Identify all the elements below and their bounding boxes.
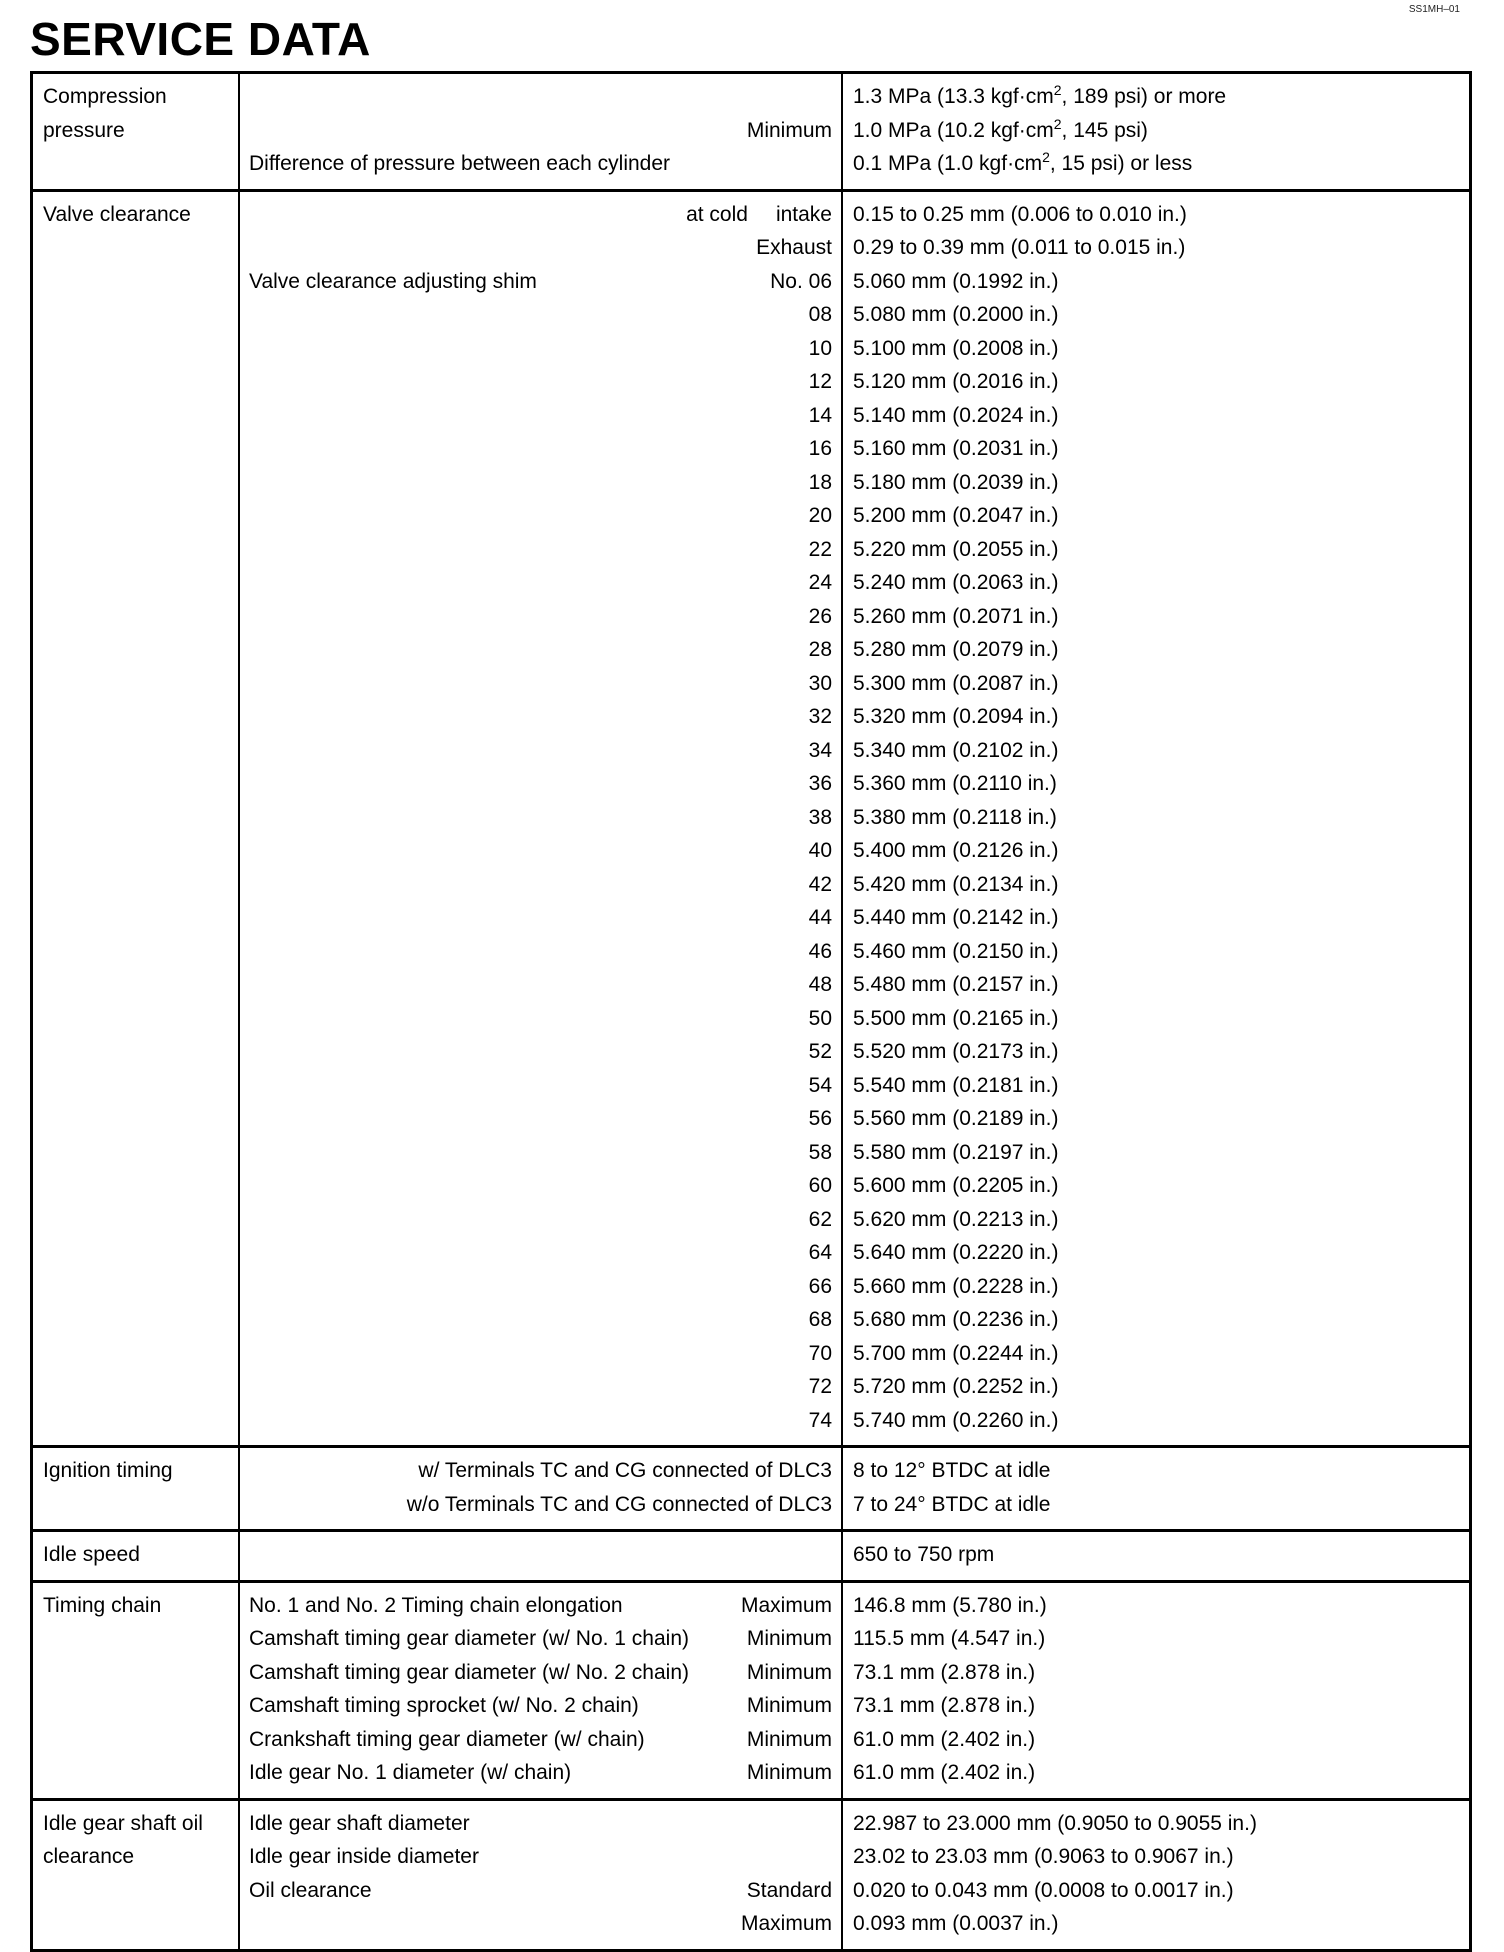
spec-value: 5.180 mm (0.2039 in.) bbox=[853, 470, 1059, 494]
condition-row bbox=[249, 1169, 832, 1203]
condition-right: 44 bbox=[808, 906, 832, 929]
section-label-line: Idle gear shaft oil bbox=[43, 1811, 203, 1835]
condition-right: 56 bbox=[808, 1107, 832, 1130]
spec-value: 5.600 mm (0.2205 in.) bbox=[853, 1174, 1059, 1197]
condition-column bbox=[240, 1532, 843, 1580]
spec-value: 73.1 mm (2.878 in.) bbox=[853, 1694, 1036, 1717]
condition-left: Valve clearance adjusting shim bbox=[249, 269, 537, 293]
condition-left: Camshaft timing gear diameter (w/ No. 2 chain) bbox=[249, 1660, 690, 1684]
condition-row bbox=[249, 734, 832, 768]
spec-value: 5.740 mm (0.2260 in.) bbox=[853, 1408, 1059, 1432]
section-ignition-timing bbox=[33, 1445, 1469, 1529]
condition-row bbox=[249, 968, 832, 1002]
spec-value: 5.200 mm (0.2047 in.) bbox=[853, 504, 1059, 527]
spec-value: 0.29 to 0.39 mm (0.011 to 0.015 in.) bbox=[853, 236, 1186, 259]
spec-value: 5.260 mm (0.2071 in.) bbox=[853, 604, 1059, 628]
condition-column bbox=[240, 1801, 843, 1949]
condition-column bbox=[240, 1583, 843, 1798]
condition-right: No. 06 bbox=[770, 269, 832, 293]
spec-value: 5.080 mm (0.2000 in.) bbox=[853, 303, 1059, 326]
section-label-line: Idle speed bbox=[43, 1543, 140, 1566]
condition-right: 28 bbox=[808, 638, 832, 661]
at-cold-label: at cold bbox=[686, 202, 748, 226]
condition-right: 68 bbox=[808, 1308, 832, 1331]
condition-right: 52 bbox=[808, 1040, 832, 1063]
spec-value: 5.300 mm (0.2087 in.) bbox=[853, 671, 1059, 695]
condition-row bbox=[249, 198, 832, 232]
condition-right: 50 bbox=[808, 1006, 832, 1030]
condition-row bbox=[249, 1723, 832, 1757]
document-code: SS1MH–01 bbox=[1408, 4, 1460, 15]
section-label-line: Compression bbox=[43, 85, 167, 108]
section-label-line: Timing chain bbox=[43, 1593, 162, 1617]
condition-row bbox=[249, 1203, 832, 1237]
section-label bbox=[33, 1801, 240, 1949]
condition-row bbox=[249, 767, 832, 801]
condition-right: Minimum bbox=[746, 1727, 832, 1751]
condition-right: 14 bbox=[808, 403, 832, 427]
spec-value: 5.360 mm (0.2110 in.) bbox=[853, 772, 1057, 795]
section-label bbox=[33, 1583, 240, 1798]
condition-row bbox=[249, 1337, 832, 1371]
condition-row bbox=[249, 365, 832, 399]
condition-row bbox=[249, 332, 832, 366]
spec-value: 5.060 mm (0.1992 in.) bbox=[853, 269, 1059, 293]
spec-value: 650 to 750 rpm bbox=[853, 1543, 995, 1566]
condition-row bbox=[249, 298, 832, 332]
condition-row bbox=[249, 1840, 832, 1874]
condition-right: 20 bbox=[808, 504, 832, 527]
spec-value: 5.500 mm (0.2165 in.) bbox=[853, 1006, 1059, 1030]
condition-left: Idle gear shaft diameter bbox=[249, 1811, 470, 1835]
spec-value: 5.380 mm (0.2118 in.) bbox=[853, 805, 1057, 829]
spec-value: 5.540 mm (0.2181 in.) bbox=[853, 1073, 1059, 1097]
spec-value: 5.120 mm (0.2016 in.) bbox=[853, 370, 1059, 393]
spec-value: 5.440 mm (0.2142 in.) bbox=[853, 906, 1059, 929]
section-label-line: Ignition timing bbox=[43, 1459, 173, 1482]
shim-condition-list bbox=[249, 265, 832, 1438]
condition-row bbox=[249, 935, 832, 969]
condition-right: 36 bbox=[808, 772, 832, 795]
condition-row bbox=[249, 1136, 832, 1170]
condition-row bbox=[249, 1002, 832, 1036]
condition-row bbox=[249, 1488, 832, 1522]
condition-row bbox=[249, 1874, 832, 1908]
condition-right: 40 bbox=[808, 839, 832, 862]
condition-row bbox=[249, 1404, 832, 1438]
condition-right: 08 bbox=[808, 303, 832, 326]
spec-value: 5.220 mm (0.2055 in.) bbox=[853, 537, 1059, 561]
value-column bbox=[843, 192, 1469, 1446]
condition-right: Minimum bbox=[746, 1761, 832, 1784]
condition-right: Minimum bbox=[746, 118, 832, 142]
condition-right: 18 bbox=[808, 470, 832, 494]
page-title: SERVICE DATA bbox=[30, 13, 371, 65]
spec-value: 115.5 mm (4.547 in.) bbox=[853, 1627, 1046, 1650]
spec-value: 5.620 mm (0.2213 in.) bbox=[853, 1207, 1059, 1231]
section-label bbox=[33, 192, 240, 1446]
spec-value: 1.3 MPa (13.3 $kgf\cdot cm^2$, 189 psi) or more bbox=[853, 82, 1227, 108]
spec-value: 0.020 to 0.043 mm (0.0008 to 0.0017 in.) bbox=[853, 1878, 1234, 1902]
section-idle-gear-shaft-oil-clearance bbox=[33, 1798, 1469, 1949]
condition-right: 72 bbox=[808, 1375, 832, 1398]
condition-row bbox=[249, 399, 832, 433]
value-column bbox=[843, 1448, 1469, 1529]
condition-column bbox=[240, 74, 843, 189]
spec-value: 5.520 mm (0.2173 in.) bbox=[853, 1040, 1059, 1063]
condition-row bbox=[249, 1270, 832, 1304]
spec-value: 0.15 to 0.25 mm (0.006 to 0.010 in.) bbox=[853, 202, 1187, 226]
condition-right: 64 bbox=[808, 1241, 832, 1264]
condition-row bbox=[249, 1069, 832, 1103]
section-label bbox=[33, 1532, 240, 1580]
condition-row bbox=[249, 1236, 832, 1270]
condition-row bbox=[249, 265, 832, 299]
spec-value: 5.660 mm (0.2228 in.) bbox=[853, 1274, 1059, 1298]
section-timing-chain bbox=[33, 1580, 1469, 1798]
condition-left: Camshaft timing gear diameter (w/ No. 1 chain) bbox=[249, 1627, 690, 1650]
condition-left: Oil clearance bbox=[249, 1878, 372, 1902]
spec-value: 5.460 mm (0.2150 in.) bbox=[853, 939, 1059, 963]
condition-row bbox=[249, 566, 832, 600]
spec-value: 146.8 mm (5.780 in.) bbox=[853, 1593, 1047, 1617]
shim-value-list bbox=[853, 265, 1459, 1438]
condition-right: 24 bbox=[808, 571, 832, 594]
condition-right: 10 bbox=[808, 336, 832, 360]
condition-row bbox=[249, 147, 832, 181]
spec-value: 5.480 mm (0.2157 in.) bbox=[853, 973, 1059, 996]
condition-left: Crankshaft timing gear diameter (w/ chain) bbox=[249, 1727, 645, 1751]
condition-row bbox=[249, 432, 832, 466]
section-idle-speed bbox=[33, 1529, 1469, 1580]
spec-value: 5.340 mm (0.2102 in.) bbox=[853, 738, 1059, 762]
spec-value: 22.987 to 23.000 mm (0.9050 to 0.9055 in.) bbox=[853, 1811, 1257, 1835]
spec-value: 5.240 mm (0.2063 in.) bbox=[853, 571, 1059, 594]
condition-row bbox=[249, 231, 832, 265]
condition-right: Maximum bbox=[740, 1912, 832, 1935]
condition-row bbox=[249, 1035, 832, 1069]
condition-row bbox=[249, 499, 832, 533]
condition-row bbox=[249, 1689, 832, 1723]
spec-value: 61.0 mm (2.402 in.) bbox=[853, 1727, 1036, 1751]
condition-left: Difference of pressure between each cylinder bbox=[249, 152, 671, 175]
spec-value: 5.720 mm (0.2252 in.) bbox=[853, 1375, 1059, 1398]
condition-row bbox=[249, 667, 832, 701]
condition-right: 58 bbox=[808, 1140, 832, 1164]
spec-value: 5.400 mm (0.2126 in.) bbox=[853, 839, 1059, 862]
condition-right: 22 bbox=[808, 537, 832, 561]
condition-column bbox=[240, 1448, 843, 1529]
condition-row bbox=[249, 533, 832, 567]
condition-right: w/o Terminals TC and CG connected of DLC3 bbox=[406, 1492, 832, 1516]
spec-value: 5.160 mm (0.2031 in.) bbox=[853, 437, 1059, 460]
exhaust-label: Exhaust bbox=[756, 236, 832, 259]
condition-right: Minimum bbox=[746, 1627, 832, 1650]
spec-value: 7 to 24° BTDC at idle bbox=[853, 1492, 1051, 1516]
intake-label: intake bbox=[775, 202, 832, 226]
condition-row bbox=[249, 1756, 832, 1790]
condition-right: 38 bbox=[808, 805, 832, 829]
condition-column bbox=[240, 192, 843, 1446]
condition-row bbox=[249, 1622, 832, 1656]
condition-right: 26 bbox=[808, 604, 832, 628]
condition-right: 60 bbox=[808, 1174, 832, 1197]
condition-right: 54 bbox=[808, 1073, 832, 1097]
condition-row bbox=[249, 80, 832, 114]
spec-value: 5.700 mm (0.2244 in.) bbox=[853, 1341, 1059, 1365]
condition-row bbox=[249, 1656, 832, 1690]
condition-row bbox=[249, 834, 832, 868]
condition-row bbox=[249, 868, 832, 902]
value-column bbox=[843, 1801, 1469, 1949]
condition-right: 42 bbox=[808, 872, 832, 896]
section-valve-clearance bbox=[33, 189, 1469, 1446]
condition-row bbox=[249, 1907, 832, 1941]
spec-value: 23.02 to 23.03 mm (0.9063 to 0.9067 in.) bbox=[853, 1845, 1234, 1868]
spec-value: 0.1 MPa (1.0 $kgf\cdot cm^2$, 15 psi) or less bbox=[853, 149, 1193, 175]
condition-right: Minimum bbox=[746, 1694, 832, 1717]
condition-row bbox=[249, 801, 832, 835]
condition-row bbox=[249, 1370, 832, 1404]
condition-right: 30 bbox=[808, 671, 832, 695]
value-column bbox=[843, 1583, 1469, 1798]
spec-value: 5.100 mm (0.2008 in.) bbox=[853, 336, 1059, 360]
value-column bbox=[843, 74, 1469, 189]
condition-row bbox=[249, 1303, 832, 1337]
spec-value: 73.1 mm (2.878 in.) bbox=[853, 1660, 1036, 1684]
condition-row bbox=[249, 600, 832, 634]
condition-right: Standard bbox=[746, 1878, 832, 1902]
condition-left: No. 1 and No. 2 Timing chain elongation bbox=[249, 1593, 623, 1617]
section-label bbox=[33, 1448, 240, 1529]
spec-value: 5.560 mm (0.2189 in.) bbox=[853, 1107, 1059, 1130]
spec-value: 5.580 mm (0.2197 in.) bbox=[853, 1140, 1059, 1164]
condition-row bbox=[249, 1454, 832, 1488]
condition-row bbox=[249, 901, 832, 935]
condition-row bbox=[249, 1807, 832, 1841]
section-label-line: pressure bbox=[43, 118, 125, 142]
spec-value: 5.420 mm (0.2134 in.) bbox=[853, 872, 1059, 896]
value-column bbox=[843, 1532, 1469, 1580]
condition-right: w/ Terminals TC and CG connected of DLC3 bbox=[418, 1459, 832, 1482]
condition-right: 34 bbox=[808, 738, 832, 762]
spec-value: 5.140 mm (0.2024 in.) bbox=[853, 403, 1059, 427]
condition-left: Idle gear No. 1 diameter (w/ chain) bbox=[249, 1761, 572, 1784]
condition-right: 46 bbox=[808, 939, 832, 963]
section-label-line: clearance bbox=[43, 1845, 135, 1868]
spec-value: 8 to 12° BTDC at idle bbox=[853, 1459, 1051, 1482]
condition-right: 66 bbox=[808, 1274, 832, 1298]
condition-right: 70 bbox=[808, 1341, 832, 1365]
condition-right: Minimum bbox=[746, 1660, 832, 1684]
condition-row bbox=[249, 700, 832, 734]
condition-right: Maximum bbox=[740, 1593, 832, 1617]
section-label-line: Valve clearance bbox=[43, 202, 191, 226]
condition-right: 62 bbox=[808, 1207, 832, 1231]
condition-right: 16 bbox=[808, 437, 832, 460]
spec-value: 5.320 mm (0.2094 in.) bbox=[853, 705, 1059, 728]
spec-value: 0.093 mm (0.0037 in.) bbox=[853, 1912, 1059, 1935]
spec-value: 1.0 MPa (10.2 $kgf\cdot cm^2$, 145 psi) bbox=[853, 115, 1148, 142]
condition-left: Camshaft timing sprocket (w/ No. 2 chain) bbox=[249, 1694, 639, 1717]
service-data-table bbox=[30, 71, 1472, 1952]
condition-right: 74 bbox=[808, 1408, 832, 1432]
condition-row bbox=[249, 1102, 832, 1136]
condition-row bbox=[249, 466, 832, 500]
condition-row bbox=[249, 633, 832, 667]
condition-right: 12 bbox=[808, 370, 832, 393]
condition-right: 48 bbox=[808, 973, 832, 996]
condition-row bbox=[249, 1589, 832, 1623]
condition-row bbox=[249, 1538, 832, 1572]
section-label bbox=[33, 74, 240, 189]
spec-value: 5.680 mm (0.2236 in.) bbox=[853, 1308, 1059, 1331]
section-compression-pressure bbox=[33, 74, 1469, 189]
condition-left: Idle gear inside diameter bbox=[249, 1845, 479, 1868]
condition-row bbox=[249, 114, 832, 148]
spec-value: 5.640 mm (0.2220 in.) bbox=[853, 1241, 1059, 1264]
condition-right: 32 bbox=[808, 705, 832, 728]
spec-value: 61.0 mm (2.402 in.) bbox=[853, 1761, 1036, 1784]
spec-value: 5.280 mm (0.2079 in.) bbox=[853, 638, 1059, 661]
